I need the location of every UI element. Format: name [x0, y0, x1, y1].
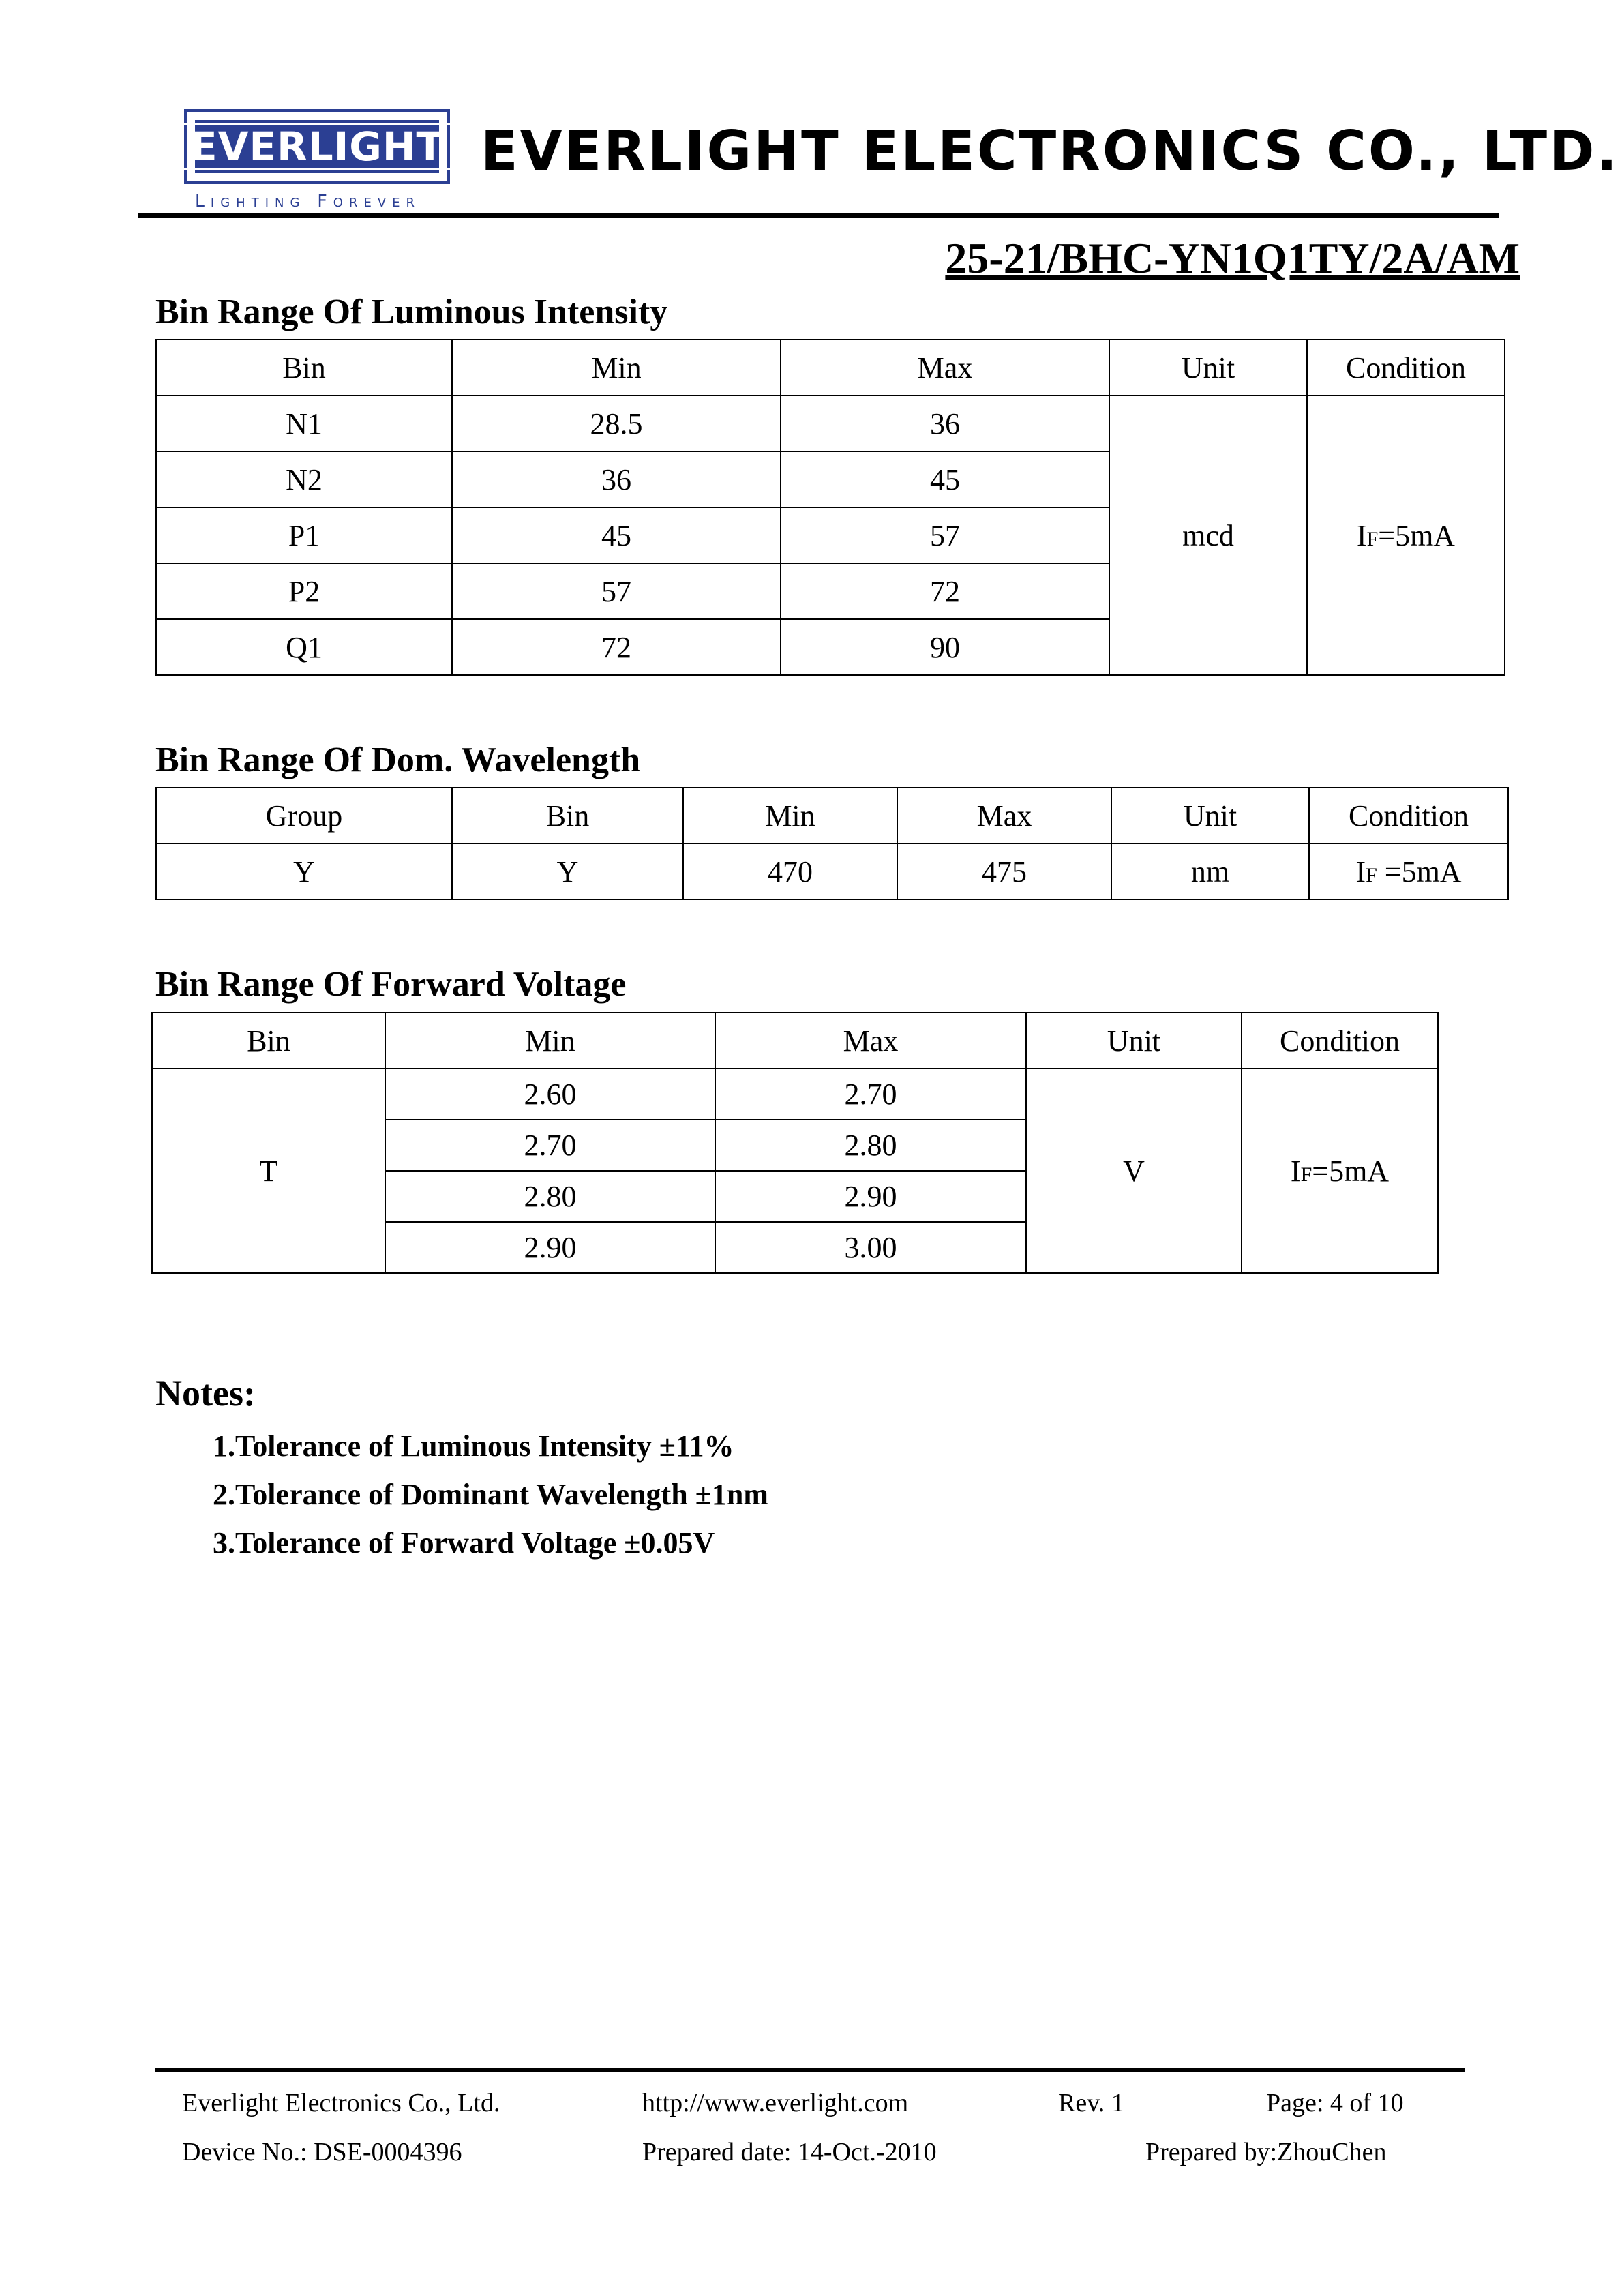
wavelength-header-condition: Condition: [1309, 788, 1508, 844]
luminous-title: Bin Range Of Luminous Intensity: [155, 293, 668, 331]
min-cell: 2.90: [385, 1222, 715, 1273]
min-cell: 2.70: [385, 1120, 715, 1171]
condition-value: =5mA: [1377, 854, 1462, 889]
condition-symbol: I: [1290, 1154, 1301, 1188]
condition-subscript: F: [1300, 1163, 1312, 1186]
wavelength-header-row: [156, 788, 1508, 844]
company-name: EVERLIGHT ELECTRONICS CO., LTD.: [481, 119, 1619, 183]
bin-cell: Y: [452, 844, 683, 899]
bin-cell: P1: [156, 507, 452, 563]
max-cell: 72: [781, 563, 1109, 619]
notes-title: Notes:: [155, 1373, 256, 1414]
header-divider: [138, 213, 1499, 218]
bin-cell: P2: [156, 563, 452, 619]
min-cell: 28.5: [452, 396, 781, 451]
everlight-logo: [184, 109, 450, 184]
wavelength-header-group: Group: [156, 788, 452, 844]
max-cell: 3.00: [715, 1222, 1026, 1273]
unit-cell: nm: [1111, 844, 1309, 899]
footer-device-number: Device No.: DSE-0004396: [182, 2138, 462, 2166]
condition-value: =5mA: [1378, 518, 1456, 552]
condition-value: =5mA: [1312, 1154, 1390, 1188]
max-cell: 2.90: [715, 1171, 1026, 1222]
voltage-header-max: Max: [715, 1013, 1026, 1069]
voltage-header-bin: Bin: [152, 1013, 385, 1069]
min-cell: 72: [452, 619, 781, 675]
condition-subscript: F: [1366, 863, 1377, 886]
voltage-unit-cell: V: [1026, 1069, 1242, 1273]
min-cell: 2.80: [385, 1171, 715, 1222]
wavelength-header-unit: Unit: [1111, 788, 1309, 844]
wavelength-header-min: Min: [683, 788, 897, 844]
condition-subscript: F: [1366, 527, 1379, 550]
logo-text: EVERLIGHT: [179, 123, 455, 170]
voltage-header-min: Min: [385, 1013, 715, 1069]
bin-cell: Q1: [156, 619, 452, 675]
max-cell: 57: [781, 507, 1109, 563]
luminous-table: [155, 339, 1505, 676]
table-row: [152, 1069, 1438, 1120]
luminous-header-bin: Bin: [156, 340, 452, 396]
wavelength-header-bin: Bin: [452, 788, 683, 844]
footer-divider: [155, 2068, 1465, 2072]
voltage-table: [151, 1012, 1439, 1274]
table-row: [156, 396, 1505, 451]
footer-website-link[interactable]: http://www.everlight.com: [642, 2089, 909, 2117]
luminous-header-row: [156, 340, 1505, 396]
luminous-unit-cell: mcd: [1109, 396, 1307, 675]
note-item: 1.Tolerance of Luminous Intensity ±11%: [213, 1429, 734, 1463]
bin-cell: N1: [156, 396, 452, 451]
table-row: [156, 844, 1508, 899]
voltage-condition-cell: [1242, 1069, 1438, 1273]
condition-symbol: I: [1355, 854, 1366, 889]
note-item: 3.Tolerance of Forward Voltage ±0.05V: [213, 1526, 715, 1560]
luminous-header-condition: Condition: [1307, 340, 1505, 396]
min-cell: 2.60: [385, 1069, 715, 1120]
max-cell: 2.70: [715, 1069, 1026, 1120]
condition-cell: [1309, 844, 1508, 899]
footer-page-number: Page: 4 of 10: [1266, 2089, 1404, 2117]
voltage-title: Bin Range Of Forward Voltage: [155, 965, 627, 1004]
luminous-header-unit: Unit: [1109, 340, 1307, 396]
bin-cell: N2: [156, 451, 452, 507]
luminous-condition-cell: [1307, 396, 1505, 675]
logo-tagline: Lighting Forever: [195, 191, 421, 211]
min-cell: 45: [452, 507, 781, 563]
logo-inner: [190, 120, 445, 173]
footer-company: Everlight Electronics Co., Ltd.: [182, 2089, 500, 2117]
group-cell: Y: [156, 844, 452, 899]
footer-prepared-date: Prepared date: 14-Oct.-2010: [642, 2138, 937, 2166]
luminous-header-min: Min: [452, 340, 781, 396]
luminous-header-max: Max: [781, 340, 1109, 396]
min-cell: 470: [683, 844, 897, 899]
part-number: 25-21/BHC-YN1Q1TY/2A/AM: [945, 234, 1520, 282]
condition-symbol: I: [1356, 518, 1367, 552]
wavelength-table: [155, 787, 1509, 900]
max-cell: 90: [781, 619, 1109, 675]
max-cell: 2.80: [715, 1120, 1026, 1171]
note-item: 2.Tolerance of Dominant Wavelength ±1nm: [213, 1478, 768, 1511]
wavelength-title: Bin Range Of Dom. Wavelength: [155, 741, 641, 779]
min-cell: 57: [452, 563, 781, 619]
min-cell: 36: [452, 451, 781, 507]
wavelength-header-max: Max: [897, 788, 1111, 844]
voltage-bin-cell: T: [152, 1069, 385, 1273]
voltage-header-condition: Condition: [1242, 1013, 1438, 1069]
max-cell: 45: [781, 451, 1109, 507]
footer-prepared-by: Prepared by:ZhouChen: [1145, 2138, 1387, 2166]
max-cell: 475: [897, 844, 1111, 899]
voltage-header-unit: Unit: [1026, 1013, 1242, 1069]
footer-revision: Rev. 1: [1058, 2089, 1124, 2117]
max-cell: 36: [781, 396, 1109, 451]
voltage-header-row: [152, 1013, 1438, 1069]
